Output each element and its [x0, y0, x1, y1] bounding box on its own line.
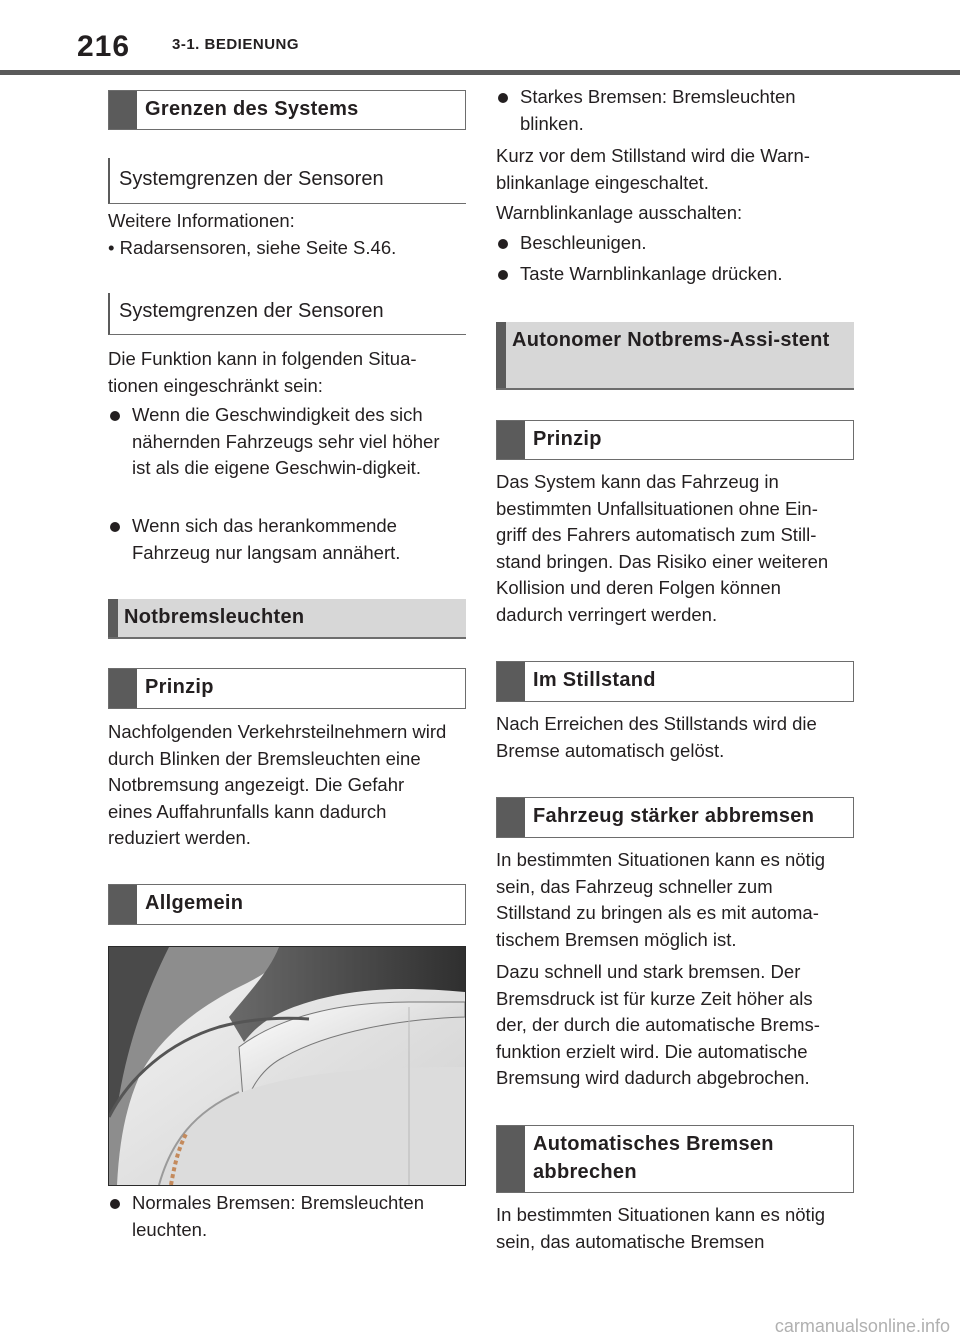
subheading-text: Systemgrenzen der Sensoren — [119, 168, 384, 190]
list-item — [496, 84, 841, 137]
list-item-text: Wenn die Geschwindigkeit des sich nähernden Fahrzeugs sehr viel höher ist als die eigene Geschwin-digkeit. — [132, 404, 440, 478]
list-item — [108, 1190, 458, 1243]
heading-bar — [496, 322, 506, 388]
watermark: carmanualsonline.info — [774, 1316, 950, 1336]
brake-light-photo — [108, 946, 466, 1186]
list-item-text: Taste Warnblinkanlage drücken. — [520, 263, 783, 284]
heading-text: Allgemein — [145, 892, 244, 914]
bullet-icon — [498, 270, 508, 280]
list-item-text: Wenn sich das herankommende Fahrzeug nur langsam annähert. — [132, 515, 401, 563]
info-intro: Weitere Informationen: — [108, 210, 295, 231]
subheading-text: Systemgrenzen der Sensoren — [119, 300, 384, 322]
bullet-icon — [110, 522, 120, 532]
chapter-title: 3-1. BEDIENUNG — [172, 36, 300, 53]
heading-allgemein — [108, 884, 466, 925]
heading-text: Autonomer Notbrems-Assi-stent — [512, 329, 830, 351]
heading-text: Im Stillstand — [533, 669, 656, 691]
bullet-icon — [110, 1199, 120, 1209]
bullet-icon — [498, 93, 508, 103]
list-item-text: Beschleunigen. — [520, 232, 647, 253]
heading-im-stillstand — [496, 661, 854, 702]
list-item — [496, 230, 854, 257]
heading-text: Grenzen des Systems — [145, 98, 359, 120]
subheading-systemgrenzen-2 — [108, 293, 466, 335]
list-item — [108, 402, 458, 482]
heading-text: Notbremsleuchten — [124, 606, 305, 628]
bullet-icon — [498, 239, 508, 249]
heading-text: Prinzip — [145, 676, 214, 698]
heading-bar — [109, 669, 137, 708]
heading-bar — [497, 1126, 525, 1192]
warn-text: Kurz vor dem Stillstand wird die Warn-blinkanlage eingeschaltet. — [496, 145, 810, 193]
header-rule — [0, 70, 960, 75]
prinzip-text: Nachfolgenden Verkehrsteilnehmern wird durch Blinken der Bremsleuchten eine Notbremsung angezeigt. Die Gefahr eines Auffahrunfalls kann dadurch reduziert werden. — [108, 721, 447, 848]
heading-text: Prinzip — [533, 428, 602, 450]
list-item-text: Starkes Bremsen: Bremsleuchten blinken. — [520, 86, 796, 134]
staerker-text-2: Dazu schnell und stark bremsen. Der Bremsdruck ist für kurze Zeit höher als der, der durch die automatische Brems-funktion erzielt wird. Die automatische Bremsung wird dadurch abgebrochen. — [496, 961, 820, 1088]
abbrechen-text: In bestimmten Situationen kann es nötig sein, das automatische Bremsen — [496, 1204, 826, 1252]
heading-fahrzeug-staerker-abbremsen — [496, 797, 854, 838]
page-header — [0, 0, 960, 76]
heading-grenzen-des-systems — [108, 90, 466, 130]
heading-notbremsleuchten — [108, 599, 466, 639]
heading-bar — [497, 798, 525, 837]
list-item — [496, 261, 854, 288]
prinzip-text: Das System kann das Fahrzeug in bestimmten Unfallsituationen ohne Ein-griff des Fahrers automatisch zum Still-stand bringen. Das Risiko einer weiteren Kollision und deren Folgen können dadurch verringert werden. — [496, 471, 829, 625]
heading-bar — [109, 885, 137, 924]
heading-bar — [109, 91, 137, 129]
heading-prinzip — [496, 420, 854, 460]
list-item — [108, 513, 453, 566]
stillstand-text: Nach Erreichen des Stillstands wird die Bremse automatisch gelöst. — [496, 713, 817, 761]
staerker-text-1: In bestimmten Situationen kann es nötig sein, das Fahrzeug schneller zum Stillstand zu bringen als es mit automa-tischem Bremsen möglich ist. — [496, 849, 826, 950]
heading-text: Fahrzeug stärker abbremsen — [533, 805, 815, 827]
heading-automatisches-bremsen-abbrechen — [496, 1125, 854, 1193]
heading-bar — [108, 599, 118, 637]
warn-off-text: Warnblinkanlage ausschalten: — [496, 202, 743, 223]
bullet-icon — [110, 411, 120, 421]
info-item: • Radarsensoren, siehe Seite S.46. — [108, 237, 397, 258]
list-item-text: Normales Bremsen: Bremsleuchten leuchten. — [132, 1192, 424, 1240]
heading-text: Automatisches Bremsen abbrechen — [533, 1133, 774, 1183]
page-number: 216 — [77, 30, 131, 63]
situations-intro: Die Funktion kann in folgenden Situa-tionen eingeschränkt sein: — [108, 348, 417, 396]
subheading-systemgrenzen-1 — [108, 158, 466, 204]
heading-autonomer-notbrems-assistent — [496, 322, 854, 390]
heading-bar — [497, 662, 525, 701]
heading-bar — [497, 421, 525, 459]
heading-prinzip — [108, 668, 466, 709]
